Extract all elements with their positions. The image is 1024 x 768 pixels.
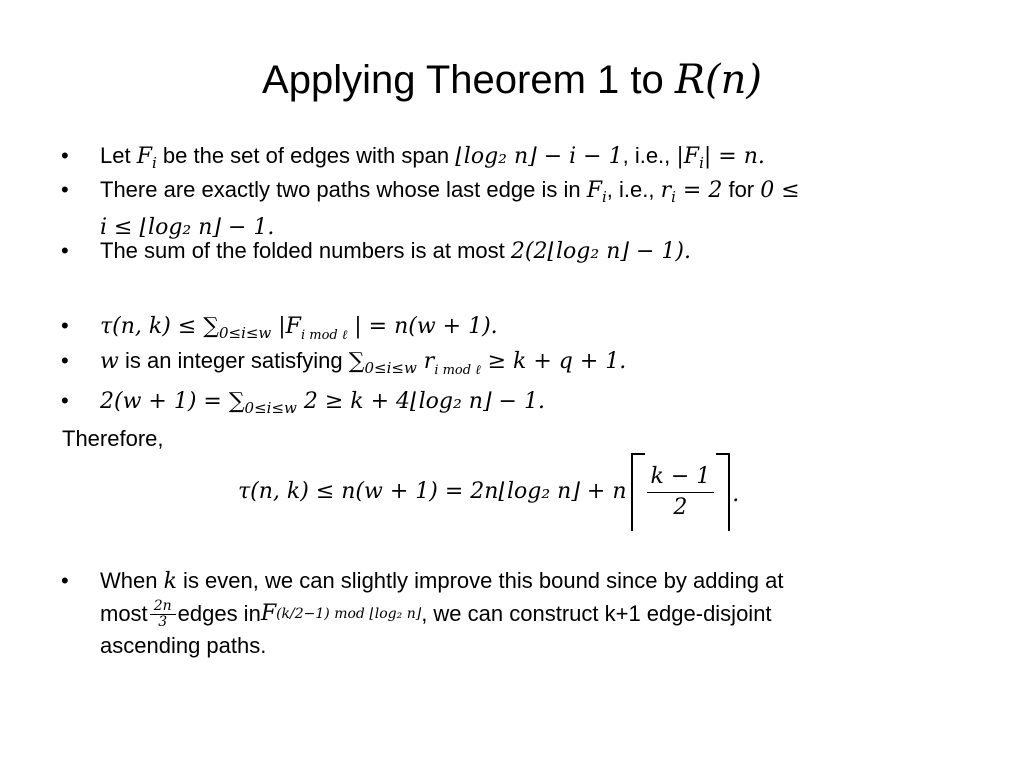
bullet-3 [61,236,691,267]
b2-math-4: i ≤ ⌊log₂ n⌋ − 1. [100,215,275,240]
b2-math-2: r [660,178,672,203]
display-equation [238,452,739,532]
b7-fraction-denominator: 3 [158,613,168,630]
bullet-2 [61,175,940,243]
b6-math-2: 2 ≥ k + 4⌊log₂ n⌋ − 1. [296,389,545,414]
bullet-dot: • [61,388,69,413]
bullet-4 [61,311,498,351]
bullet-dot: • [61,313,69,338]
b1-text-3: , i.e., [622,143,677,168]
b7-math-1: k [163,569,177,594]
therefore-text: Therefore, [62,426,164,451]
b7-text-1: When [100,568,164,593]
b1-sub-3: i [699,154,704,172]
b4-sub-1: 0≤i≤w [218,324,272,342]
b5-text-1: is an integer satisfying [118,348,349,373]
b7-math-2: F [260,601,277,626]
b6-math-1: 2(w + 1) = ∑ [100,389,245,414]
b5-math-3: r [416,349,435,374]
b7-text-2: is even, we can slightly improve this bound since by adding at [176,568,784,593]
bullet-5 [61,346,627,386]
b5-math-1: w [100,349,119,374]
b2-math-3: 0 ≤ [760,178,800,203]
b2-sub-2: i [671,188,676,206]
b7-text-6: ascending paths. [100,633,267,658]
title-math: R(n) [674,57,762,103]
b1-math-1: F [136,144,152,169]
b4-math-1: τ(n, k) ≤ ∑ [100,314,219,339]
b7-text-3: most [100,601,148,626]
eq-left: τ(n, k) ≤ n(w + 1) = 2n⌊log₂ n⌋ + n [238,479,627,504]
title-text: Applying Theorem 1 to [262,58,675,102]
b4-math-2: |F [271,314,301,339]
bullet-dot: • [61,238,69,263]
b1-text-1: Let [100,143,137,168]
b1-math-3: |F [676,144,700,169]
ceil-left [631,453,645,531]
b7-text-4: edges in [177,601,261,626]
eq-fraction-numerator: k − 1 [647,462,715,493]
b2-sub-1: i [601,188,607,206]
b2-math-1: F [586,178,602,203]
b7-sub-2: (k/2−1) mod ⌊log₂ n⌋ [276,606,422,622]
eq-fraction-denominator: 2 [673,494,688,520]
b5-math-2: ∑ [348,349,365,374]
b1-math-2: ⌊log₂ n⌋ − i − 1 [455,144,623,169]
b2-text-3: for [722,177,761,202]
bullet-dot: • [61,348,69,373]
bullet-dot: • [61,143,69,168]
b1-text-2: be the set of edges with span [156,143,456,168]
eq-fraction [647,462,715,523]
b5-sub-3: i mod ℓ [434,363,481,378]
b2-text-2: , i.e., [606,177,661,202]
eq-end: . [732,482,740,507]
b2-text-1: There are exactly two paths whose last edge is in [100,177,587,202]
slide-title [0,52,1024,108]
ceil-right [716,453,730,531]
b3-text-1: The sum of the folded numbers is at most [100,238,511,263]
b7-fraction-numerator: 2n [150,599,176,615]
b7-fraction [150,599,176,630]
b1-math-3b: | = n. [703,144,765,169]
b5-sub-2: 0≤i≤w [364,359,417,377]
bullet-6 [61,386,545,423]
b4-math-3: | = n(w + 1). [347,314,498,339]
b2-math-2b: = 2 [675,178,723,203]
bullet-1 [61,141,765,178]
b6-sub-1: 0≤i≤w [244,399,297,417]
bullet-dot: • [61,177,69,202]
bullet-dot: • [61,568,69,593]
b3-math-1: 2(2⌊log₂ n⌋ − 1). [510,239,691,264]
b7-text-5: , we can construct k+1 edge-disjoint [421,601,772,626]
bullet-7 [61,566,980,661]
b1-sub-1: i [151,154,157,172]
b5-math-4: ≥ k + q + 1. [480,349,627,374]
b4-sub-2: i mod ℓ [300,328,348,343]
